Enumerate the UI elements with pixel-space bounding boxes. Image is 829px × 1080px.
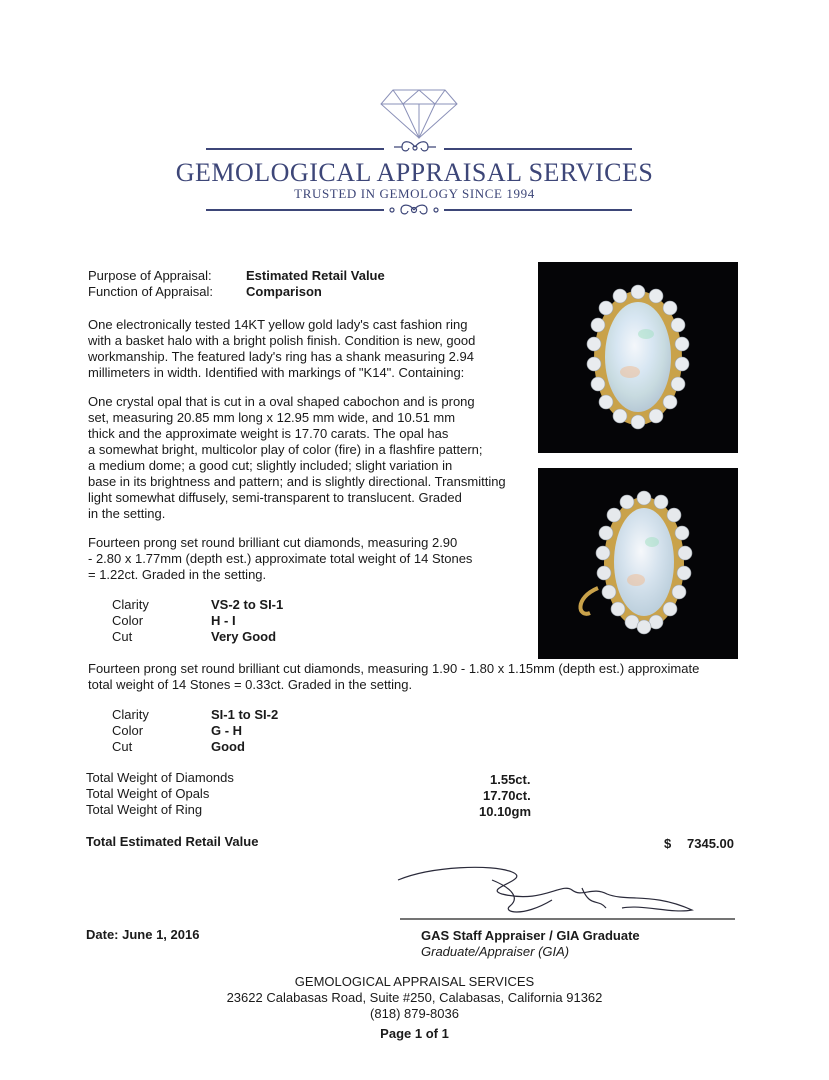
text-line: light somewhat diffusely, semi-transparent to translucent. Graded [88,490,462,505]
diamonds2-description [88,661,699,693]
footer-company: GEMOLOGICAL APPRAISAL SERVICES [294,974,535,989]
opal-description [88,394,506,522]
signer-title: GAS Staff Appraiser / GIA Graduate [421,928,640,943]
text-line: millimeters in width. Identified with markings of "K14". Containing: [88,365,465,380]
total-value: 1.55ct. [490,772,531,787]
grade-label: Color [112,723,144,738]
retail-value: 7345.00 [687,836,734,851]
text-line: in the setting. [88,506,166,521]
text-line: a medium dome; a good cut; slightly included; slight variation in [88,458,453,473]
grade-value: VS-2 to SI-1 [211,597,284,612]
appraisal-date: Date: June 1, 2016 [86,927,200,942]
footer-phone: (818) 879-8036 [370,1006,459,1021]
total-label: Total Weight of Diamonds [86,770,234,785]
diamond-icon [379,88,459,140]
text-line: total weight of 14 Stones = 0.33ct. Graded in the setting. [88,677,413,692]
grade-value: Good [211,739,245,754]
page-number: Page 1 of 1 [380,1026,449,1041]
total-value: 17.70ct. [483,788,531,803]
total-label: Total Weight of Opals [86,786,210,801]
text-line: Fourteen prong set round brilliant cut diamonds, measuring 2.90 [88,535,458,550]
grade-value: G - H [211,723,243,738]
ornament-icon [384,201,444,219]
total-label: Total Weight of Ring [86,802,203,817]
text-line: thick and the approximate weight is 17.70 carats. The opal has [88,426,449,441]
currency-symbol: $ [664,836,672,851]
ornament-icon [390,138,440,156]
purpose-value: Estimated Retail Value [246,268,385,283]
text-line: = 1.22ct. Graded in the setting. [88,567,267,582]
divider [206,148,384,150]
grade-label: Clarity [112,597,149,612]
ring-photo-front [538,262,738,453]
retail-label: Total Estimated Retail Value [86,834,259,849]
grade-value: Very Good [211,629,277,644]
text-line: workmanship. The featured lady's ring has a shank measuring 2.94 [88,349,474,364]
function-label: Function of Appraisal: [88,284,214,299]
grade-label: Color [112,613,144,628]
divider [444,209,632,211]
text-line: One electronically tested 14KT yellow gold lady's cast fashion ring [88,317,468,332]
text-line: - 2.80 x 1.77mm (depth est.) approximate total weight of 14 Stones [88,551,473,566]
grade-label: Clarity [112,707,149,722]
grade-label: Cut [112,629,133,644]
signer-subtitle: Graduate/Appraiser (GIA) [421,944,570,959]
text-line: set, measuring 20.85 mm long x 12.95 mm wide, and 10.51 mm [88,410,456,425]
signature [392,858,737,924]
company-logo [0,80,829,230]
text-line: with a basket halo with a bright polish finish. Condition is new, good [88,333,476,348]
text-line: Fourteen prong set round brilliant cut diamonds, measuring 1.90 - 1.80 x 1.15mm (depth est.) approximate [88,661,700,676]
company-name: GEMOLOGICAL APPRAISAL SERVICES [175,158,654,187]
function-value: Comparison [246,284,322,299]
grade-value: H - I [211,613,236,628]
text-line: a somewhat bright, multicolor play of color (fire) in a flashfire pattern; [88,442,483,457]
ring-photo-angle [538,468,738,659]
tagline: TRUSTED IN GEMOLOGY SINCE 1994 [294,186,535,201]
grade-value: SI-1 to SI-2 [211,707,279,722]
text-line: One crystal opal that is cut in a oval shaped cabochon and is prong [88,394,475,409]
divider [206,209,384,211]
diamonds1-description [88,535,472,583]
grade-label: Cut [112,739,133,754]
divider [444,148,632,150]
ring-description [88,317,475,381]
text-line: base in its brightness and pattern; and is slightly directional. Transmitting [88,474,506,489]
total-value: 10.10gm [479,804,532,819]
purpose-label: Purpose of Appraisal: [88,268,212,283]
footer-address: 23622 Calabasas Road, Suite #250, Calabasas, California 91362 [226,990,603,1005]
